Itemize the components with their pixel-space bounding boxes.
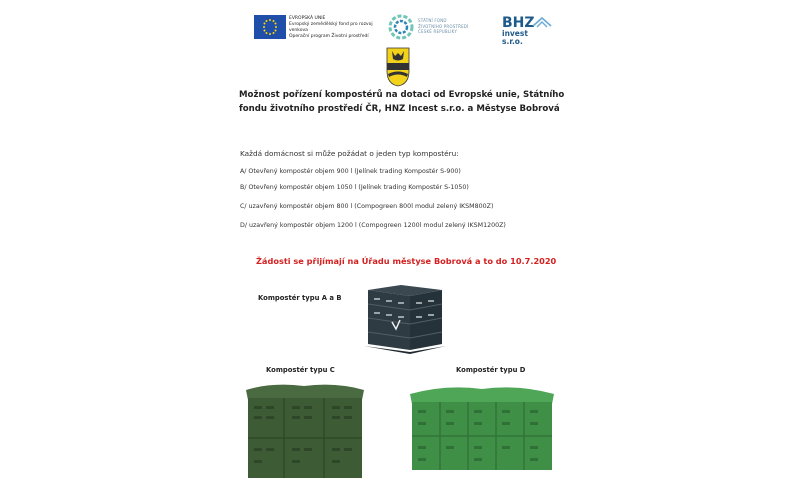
page-headline [239,88,589,116]
eu-logo-text [289,16,379,40]
deadline-notice: Žádosti se přijímají na Úřadu městyse Bobrová a to do 10.7.2020 [256,256,557,266]
caption-type-d: Kompostér typu D [456,366,526,374]
sfzp-logo-icon [388,14,414,40]
headline-line1: Možnost pořízení kompostérů na dotaci od Evropské unie, Státního [239,90,565,100]
composter-ab-image [350,284,452,362]
sfzp-logo-text [418,18,483,35]
caption-type-ab: Kompostér typu A a B [258,294,342,302]
option-a: A/ Otevřený kompostér objem 900 l (Jelínek trading Kompostér S-900) [240,168,461,175]
caption-type-c: Kompostér typu C [266,366,335,374]
house-icon [532,16,552,28]
sfzp-line3: ČESKÉ REPUBLIKY [418,29,458,34]
intro-text: Každá domácnost si může požádat o jeden typ kompostéru: [240,149,459,158]
eu-line3: Operační program Životní prostředí [289,34,369,39]
bhz-main-text: BHZ [502,15,535,31]
headline-line2: fondu životního prostředí ČR, HNZ Incest s.r.o. a Městyse Bobrová [239,104,560,114]
composter-d-image [406,384,558,478]
bhz-logo [502,15,550,46]
eu-line2: Evropský zemědělský fond pro rozvoj venkova [289,22,373,33]
option-c: C/ uzavřený kompostér objem 800 l (Compogreen 800l modul zelený IKSM800Z) [240,203,494,210]
composter-c-image [242,382,368,486]
bhz-sub-text: invest s.r.o. [502,29,528,46]
coat-of-arms-icon [386,47,410,87]
sfzp-line1: STÁTNÍ FOND [418,18,447,23]
eu-flag-icon [254,15,286,39]
eu-line1: EVROPSKÁ UNIE [289,16,326,21]
option-b: B/ Otevřený kompostér objem 1050 l (Jelínek trading Kompostér S-1050) [240,184,469,191]
option-d: D/ uzavřený kompostér objem 1200 l (Compogreen 1200l modul zelený IKSM1200Z) [240,222,506,229]
sfzp-line2: ŽIVOTNÍHO PROSTŘEDÍ [418,23,469,29]
